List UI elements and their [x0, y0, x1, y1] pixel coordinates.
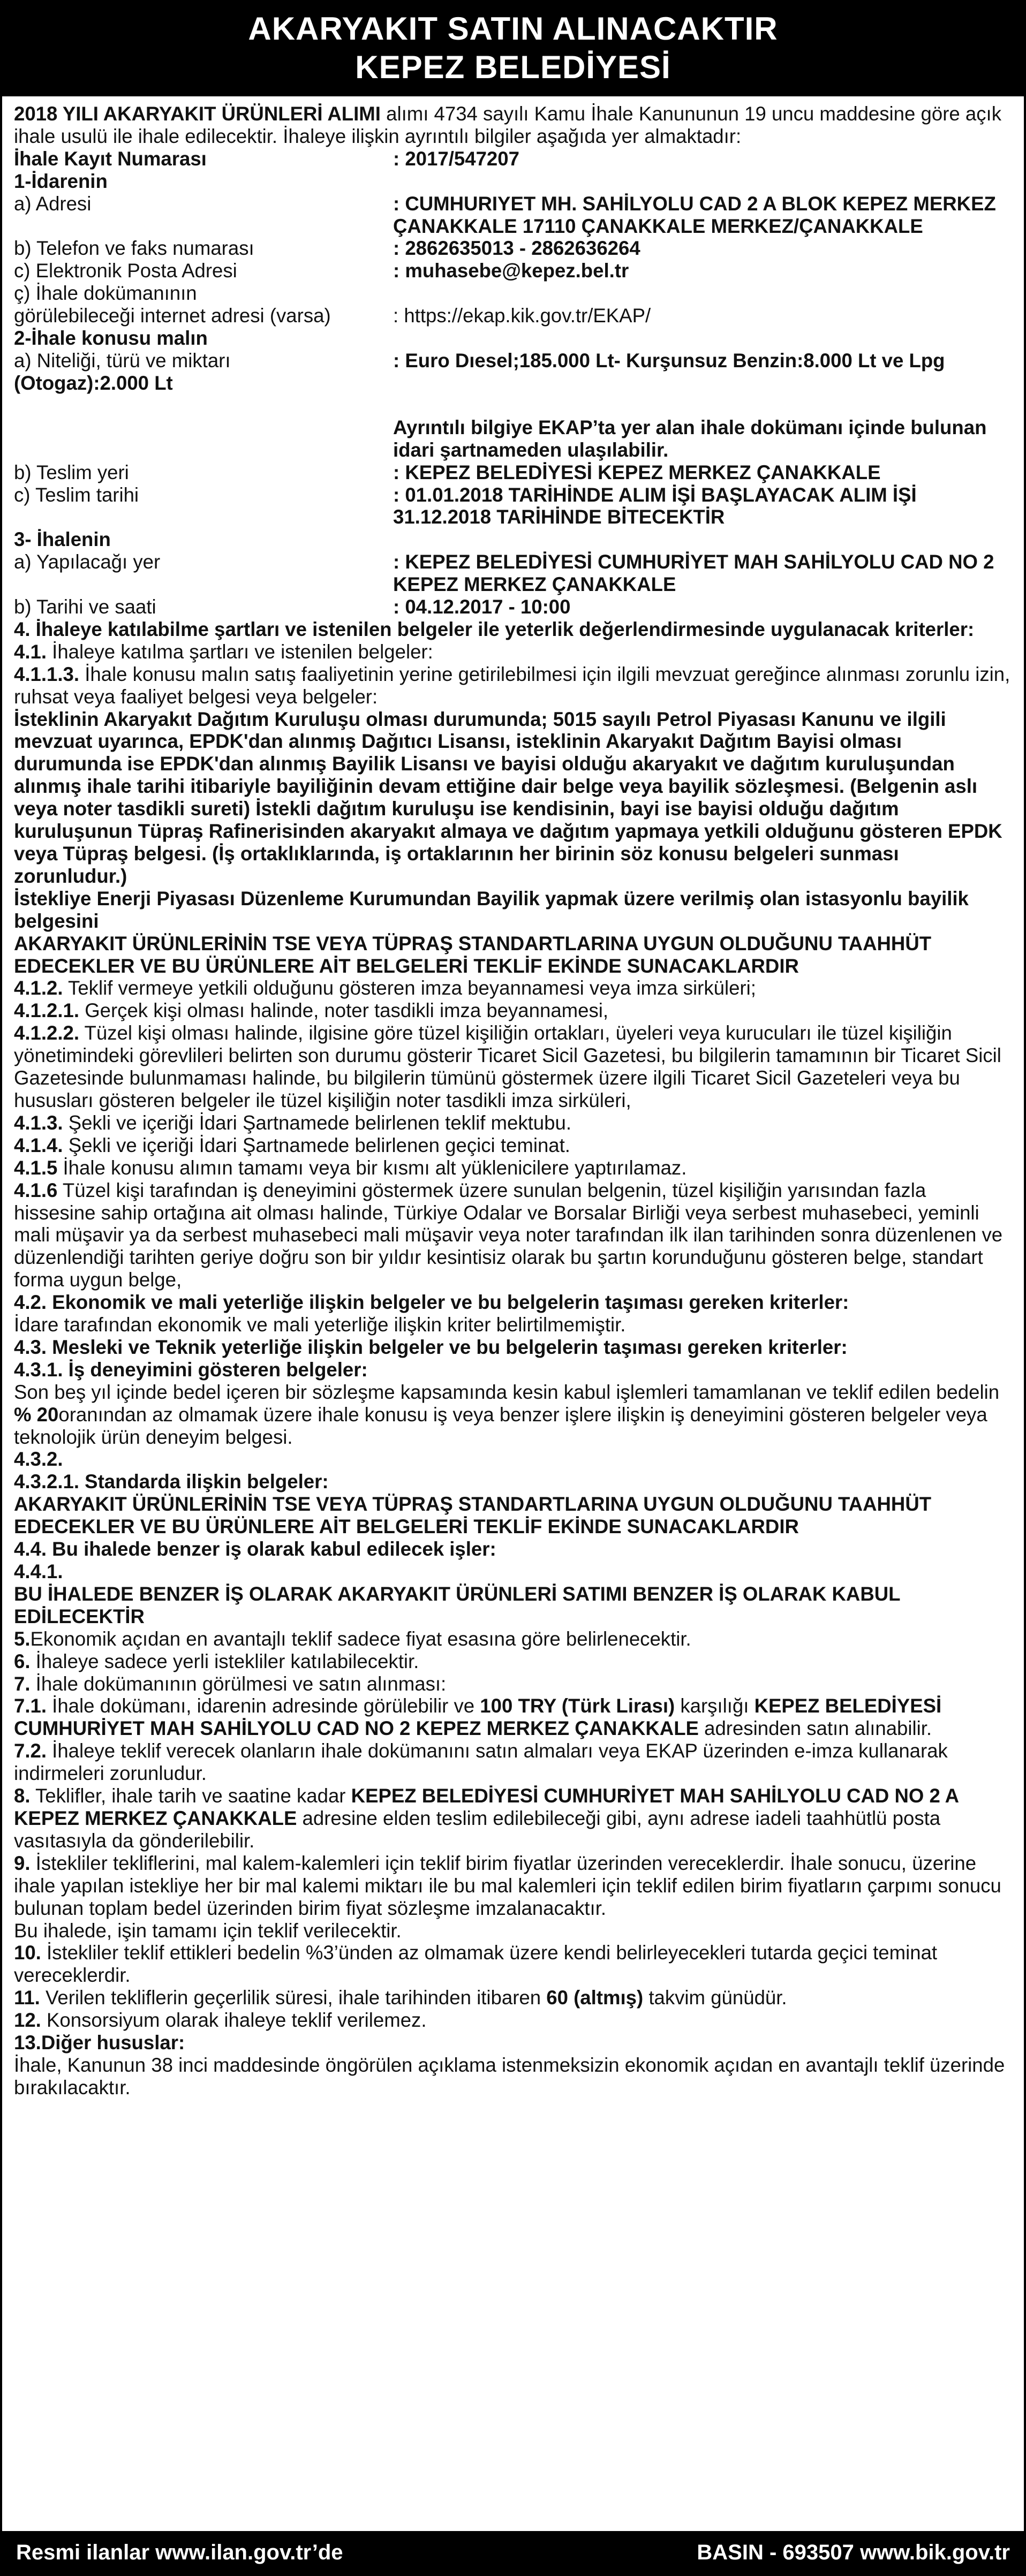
section-4-1-4-text: Şekli ve içeriği İdari Şartnamede belirlenen geçici teminat. — [63, 1134, 570, 1156]
section-9-cont: Bu ihalede, işin tamamı için teklif verilecektir. — [14, 1919, 402, 1942]
section-9-num: 9. — [14, 1852, 31, 1874]
tse-statement-2: AKARYAKIT ÜRÜNLERİNİN TSE VEYA TÜPRAŞ STANDARTLARINA UYGUN OLDUĞUNU TAAHHÜT EDECEKLER VE BU ÜRÜNLERE AİT BELGELERİ TEKLİF EKİNDE SUNACAKLARDIR — [14, 1493, 932, 1538]
section-4-1-5 — [14, 1157, 1012, 1179]
mal-tarih-row — [14, 484, 1012, 529]
section-4-3-2-1: 4.3.2.1. Standarda ilişkin belgeler: — [14, 1471, 329, 1493]
mal-nitelik-value: : Euro Dıesel;185.000 Lt- Kurşunsuz Benzin:8.000 Lt ve Lpg — [393, 349, 945, 372]
idare-adres-label: a) Adresi — [14, 192, 92, 215]
section-4-1-2-1-num: 4.1.2.1. — [14, 999, 80, 1022]
section-10 — [14, 1942, 1012, 1987]
mal-tarih-value: : 01.01.2018 TARİHİNDE ALIM İŞİ BAŞLAYACAK ALIM İŞİ 31.12.2018 TARİHİNDE BİTECEKTİR — [393, 483, 917, 528]
ihale-tarih-label: b) Tarihi ve saati — [14, 596, 156, 618]
section-8-a: Teklifler, ihale tarih ve saatine kadar — [30, 1785, 351, 1807]
section-4-1-2-2 — [14, 1022, 1012, 1112]
section-4-1-1-3-num: 4.1.1.3. — [14, 663, 80, 685]
section-7-num: 7. — [14, 1672, 31, 1695]
ihale-tarih-value: : 04.12.2017 - 10:00 — [393, 596, 571, 618]
footer-left-text: Resmi ilanlar www.ilan.gov.tr’de — [16, 2540, 343, 2564]
mal-nitelik-label: a) Niteliği, türü ve miktarı — [14, 349, 231, 372]
idare-heading: 1-İdarenin — [14, 170, 108, 192]
section-4-1-2-text: Teklif vermeye yetkili olduğunu gösteren imza beyannamesi veya imza sirküleri; — [63, 977, 756, 999]
section-4-1-1-3 — [14, 663, 1012, 708]
section-4-3-1-post: oranından az olmamak üzere ihale konusu iş veya benzer işlere ilişkin iş deneyimini gösteren belgeler veya teknolojik ürün deneyim belgesi. — [14, 1403, 987, 1448]
idare-adres-value: : CUMHURIYET MH. SAHİLYOLU CAD 2 A BLOK KEPEZ MERKEZ ÇANAKKALE 17110 ÇANAKKALE MERKEZ/ÇANAKKALE — [393, 192, 996, 237]
section-4-3-1-heading: 4.3.1. İş deneyimini gösteren belgeler: — [14, 1358, 368, 1381]
section-7-1-address: KEPEZ BELEDİYESİ CUMHURİYET MAH SAHİLYOLU CAD NO 2 KEPEZ MERKEZ ÇANAKKALE — [14, 1695, 942, 1740]
announcement-footer — [2, 2531, 1024, 2574]
section-11-c: takvim günüdür. — [643, 1987, 787, 2009]
mal-yer-label: b) Teslim yeri — [14, 461, 129, 483]
section-4-4-1: 4.4.1. — [14, 1560, 63, 1582]
section-11 — [14, 1987, 1012, 2009]
section-7 — [14, 1673, 1012, 1695]
mal-yer-value: : KEPEZ BELEDİYESİ KEPEZ MERKEZ ÇANAKKALE — [393, 461, 881, 483]
section-7-1-e: adresinden satın alınabilir. — [698, 1717, 932, 1740]
section-4-4-heading: 4.4. Bu ihalede benzer iş olarak kabul edilecek işler: — [14, 1538, 496, 1560]
section-13-text: İhale, Kanunun 38 inci maddesinde öngörülen açıklama istenmeksizin ekonomik açıdan en avantajlı teklif üzerinde bırakılacaktır. — [14, 2054, 1005, 2098]
header-title: AKARYAKIT SATIN ALINACAKTIR — [248, 11, 778, 47]
mal-nitelik-row — [14, 350, 1012, 372]
idare-eposta-value: : muhasebe@kepez.bel.tr — [393, 260, 629, 282]
idare-tel-label: b) Telefon ve faks numarası — [14, 237, 254, 260]
section-4-1-6 — [14, 1179, 1012, 1292]
idare-dokuman-label-cont: görülebileceği internet adresi (varsa) — [14, 305, 331, 327]
section-7-2-text: İhaleye teklif verecek olanların ihale dokümanını satın almaları veya EKAP üzerinden e-imza kullanarak indirmeleri zorunludur. — [14, 1740, 948, 1785]
benzer-is-statement: BU İHALEDE BENZER İŞ OLARAK AKARYAKIT ÜRÜNLERİ SATIMI BENZER İŞ OLARAK KABUL EDİLECEKTİR — [14, 1582, 900, 1627]
section-4-3-1-pre: Son beş yıl içinde bedel içeren bir sözleşme kapsamında kesin kabul işlemleri tamamlanan ve teklif edilen bedelin — [14, 1381, 1000, 1403]
idare-dokuman-label: ç) İhale dokümanının — [14, 282, 197, 305]
kayit-value: : 2017/547207 — [393, 147, 519, 170]
ihale-yer-value: : KEPEZ BELEDİYESİ CUMHURİYET MAH SAHİLYOLU CAD NO 2 KEPEZ MERKEZ ÇANAKKALE — [393, 551, 994, 596]
section-4-1-2-2-num: 4.1.2.2. — [14, 1022, 80, 1044]
section-4-1-3-num: 4.1.3. — [14, 1111, 63, 1134]
section-4-1-4-num: 4.1.4. — [14, 1134, 63, 1156]
section-9-text: İstekliler tekliflerini, mal kalem-kalemleri için teklif birim fiyatlar üzerinden vereceklerdir. İhale sonucu, üzerine ihale yapılan istekliye her bir mal kalemi miktarı ile bu mal kalemleri için teklif edilen birim fiyatların çarpımı sonucu bulunan toplam bedel üzerinden birim fiyat sözleşme imzalanacaktır. — [14, 1852, 1001, 1919]
footer-right-text: BASIN - 693507 www.bik.gov.tr — [697, 2540, 1010, 2564]
section-4-1-2-2-text: Tüzel kişi olması halinde, ilgisine göre tüzel kişiliğin ortakları, üyeleri veya kurucuları ile tüzel kişiliğin yönetimindeki görevlileri belirten son durumu gösterir Ticaret Sicil Gazetesi, bu bilgilerin tamamının bir Ticaret Sicil Gazetesinde bulunmaması halinde, bu bilgilerin tümünü göstermek üzere ilgili Ticaret Sicil Gazeteleri veya bu hususları gösteren belgeler ile tüzel kişiliğin noter tasdikli imza sirküleri, — [14, 1022, 1001, 1111]
section-4-1-6-num: 4.1.6 — [14, 1179, 58, 1201]
section-12-text: Konsorsiyum olarak ihaleye teklif verilemez. — [41, 2009, 427, 2032]
intro-paragraph — [14, 103, 1012, 148]
mal-heading: 2-İhale konusu malın — [14, 327, 208, 350]
dagitim-kurulusu-paragraph: İsteklinin Akaryakıt Dağıtım Kuruluşu olması durumunda; 5015 sayılı Petrol Piyasası Kanunu ve ilgili mevzuat uyarınca, EPDK'dan alınmış Dağıtıcı Lisansı, isteklinin Akaryakıt Dağıtım Bayisi olması durumunda ise EPDK'dan alınmış Bayilik Lisansı ve bayisi olduğu akaryakıt ve dağıtım kuruluşundan alınmış ihale tarihi itibariyle bayiliğinin devam ettiğine dair belge veya bayilik sözleşmesi. (Belgenin aslı veya noter tasdikli sureti) İstekli dağıtım kuruluşu ise kendisinin, bayi ise bayisi olduğu dağıtım kuruluşunun Tüpraş Rafinerisinden akaryakıt almaya ve dağıtım yapmaya yetkili olduğunu gösteren EPDK veya Tüpraş belgesi. (İş ortaklıklarında, iş ortaklarının her birinin söz konusu belgeleri sunması zorunludur.) — [14, 708, 1002, 887]
ihale-heading: 3- İhalenin — [14, 528, 111, 551]
section-4-3-heading: 4.3. Mesleki ve Teknik yeterliğe ilişkin belgeler ve bu belgelerin taşıması gereken kriterler: — [14, 1336, 848, 1358]
section-4-heading: 4. İhaleye katılabilme şartları ve istenilen belgeler ile yeterlik değerlendirmesinde uygulanacak kriterler: — [14, 618, 975, 640]
kayit-label: İhale Kayıt Numarası — [14, 147, 207, 170]
section-4-1-6-text: Tüzel kişi tarafından iş deneyimini göstermek üzere sunulan belgenin, tüzel kişiliğin yarısından fazla hissesine sahip ortağına ait olması halinde, Türkiye Odalar ve Borsalar Birliği veya serbest muhasebeci, yeminli mali müşavir ya da serbest muhasebeci mali müşavir veya noter tarafından ilk ilan tarihinden sonra düzenlenen ve düzenlendiği tarihten geriye doğru son bir yıldır kesintisiz olarak bu şartın korunduğunu gösteren belge, standart forma uygun belge, — [14, 1179, 1003, 1291]
section-7-1-c: karşılığı — [675, 1695, 755, 1717]
section-4-1-num: 4.1. — [14, 640, 47, 663]
section-4-1-5-text: İhale konusu alımın tamamı veya bir kısmı alt yüklenicilere yaptırılamaz. — [57, 1156, 687, 1179]
section-4-1-4 — [14, 1134, 1012, 1157]
section-9 — [14, 1852, 1012, 1920]
section-8-address: KEPEZ BELEDİYESİ CUMHURİYET MAH SAHİLYOLU CAD NO 2 A KEPEZ MERKEZ ÇANAKKALE — [14, 1785, 959, 1829]
announcement-header — [2, 2, 1024, 96]
section-4-1 — [14, 641, 1012, 663]
section-8 — [14, 1785, 1012, 1852]
idare-dokuman-row — [14, 305, 1012, 327]
section-7-2-num: 7.2. — [14, 1740, 47, 1762]
section-7-1-fee: 100 TRY (Türk Lirası) — [480, 1695, 675, 1717]
section-5-text: Ekonomik açıdan en avantajlı teklif sadece fiyat esasına göre belirlenecektir. — [30, 1627, 691, 1650]
section-7-1 — [14, 1695, 1012, 1740]
section-4-1-2 — [14, 977, 1012, 999]
section-4-1-2-1-text: Gerçek kişi olması halinde, noter tasdikli imza beyannamesi, — [79, 999, 609, 1022]
section-10-text: İstekliler teklif ettikleri bedelin %3’ünden az olmamak üzere kendi belirleyecekleri tutarda geçici teminat vereceklerdir. — [14, 1942, 938, 1987]
section-7-1-a: İhale dokümanı, idarenin adresinde görülebilir ve — [47, 1695, 480, 1717]
section-6-num: 6. — [14, 1650, 31, 1672]
section-7-2 — [14, 1740, 1012, 1785]
mal-ayrinti: Ayrıntılı bilgiye EKAP’ta yer alan ihale dokümanı içinde bulunan idari şartnameden ulaşılabilir. — [393, 416, 987, 461]
intro-lead: 2018 YILI AKARYAKIT ÜRÜNLERİ ALIMI — [14, 103, 381, 125]
intro-text: alımı 4734 sayılı Kamu İhale Kanununun 19 uncu maddesine göre açık ihale usulü ile ihale edilecektir. İhaleye ilişkin ayrıntılı bilgiler aşağıda yer almaktadır: — [14, 103, 1001, 147]
section-12-num: 12. — [14, 2009, 41, 2032]
section-8-c: adresine elden teslim edilebileceği gibi, aynı adrese iadeli taahhütlü posta vasıtasıyla da gönderilebilir. — [14, 1807, 941, 1852]
section-4-3-2: 4.3.2. — [14, 1448, 63, 1471]
ihale-yer-row — [14, 551, 1012, 596]
header-subtitle: KEPEZ BELEDİYESİ — [355, 49, 671, 85]
ihale-tarih-row — [14, 596, 1012, 618]
section-12 — [14, 2009, 1012, 2032]
section-4-1-3 — [14, 1112, 1012, 1134]
idare-tel-row — [14, 237, 1012, 260]
section-4-3-1-text — [14, 1381, 1012, 1449]
section-4-1-2-num: 4.1.2. — [14, 977, 63, 999]
section-6 — [14, 1650, 1012, 1673]
kayit-row — [14, 148, 1012, 170]
section-7-1-num: 7.1. — [14, 1695, 47, 1717]
mal-nitelik-cont: (Otogaz):2.000 Lt — [14, 372, 173, 394]
idare-dokuman-value: : https://ekap.kik.gov.tr/EKAP/ — [393, 305, 651, 327]
announcement-body — [2, 96, 1024, 2099]
section-5-num: 5. — [14, 1627, 31, 1650]
section-7-text: İhale dokümanının görülmesi ve satın alınması: — [30, 1672, 447, 1695]
section-4-1-5-num: 4.1.5 — [14, 1156, 58, 1179]
section-8-num: 8. — [14, 1785, 31, 1807]
section-13-heading: 13.Diğer hususlar: — [14, 2032, 185, 2054]
idare-adres-row — [14, 193, 1012, 238]
section-5 — [14, 1628, 1012, 1650]
section-4-3-1-percent: % 20 — [14, 1403, 59, 1426]
section-4-1-2-1 — [14, 999, 1012, 1022]
section-4-2-heading: 4.2. Ekonomik ve mali yeterliğe ilişkin belgeler ve bu belgelerin taşıması gereken kriterler: — [14, 1291, 849, 1314]
mal-yer-row — [14, 461, 1012, 484]
idare-eposta-label: c) Elektronik Posta Adresi — [14, 260, 237, 282]
mal-tarih-label: c) Teslim tarihi — [14, 483, 139, 506]
section-4-1-1-3-text: İhale konusu malın satış faaliyetinin yerine getirilebilmesi için ilgili mevzuat gereğince alınması zorunlu izin, ruhsat veya faaliyet belgesi veya belgeler: — [14, 663, 1010, 708]
section-4-1-3-text: Şekli ve içeriği İdari Şartnamede belirlenen teklif mektubu. — [63, 1111, 571, 1134]
section-4-1-text: İhaleye katılma şartları ve istenilen belgeler: — [47, 640, 433, 663]
enerji-bayilik-paragraph: İstekliye Enerji Piyasası Düzenleme Kurumundan Bayilik yapmak üzere verilmiş olan istasyonlu bayilik belgesini — [14, 887, 969, 932]
section-11-a: Verilen tekliflerin geçerlilik süresi, ihale tarihinden itibaren — [40, 1987, 547, 2009]
section-11-num: 11. — [14, 1987, 40, 2009]
section-10-num: 10. — [14, 1942, 41, 1964]
ihale-yer-label: a) Yapılacağı yer — [14, 551, 161, 573]
tse-statement-1: AKARYAKIT ÜRÜNLERİNİN TSE VEYA TÜPRAŞ STANDARTLARINA UYGUN OLDUĞUNU TAAHHÜT EDECEKLER VE BU ÜRÜNLERE AİT BELGELERİ TEKLİF EKİNDE SUNACAKLARDIR — [14, 932, 932, 977]
idare-tel-value: : 2862635013 - 2862636264 — [393, 237, 640, 260]
section-4-2-text: İdare tarafından ekonomik ve mali yeterliğe ilişkin kriter belirtilmemiştir. — [14, 1314, 626, 1336]
section-11-days: 60 (altmış) — [546, 1987, 644, 2009]
idare-eposta-row — [14, 260, 1012, 282]
section-6-text: İhaleye sadece yerli istekliler katılabilecektir. — [30, 1650, 419, 1672]
